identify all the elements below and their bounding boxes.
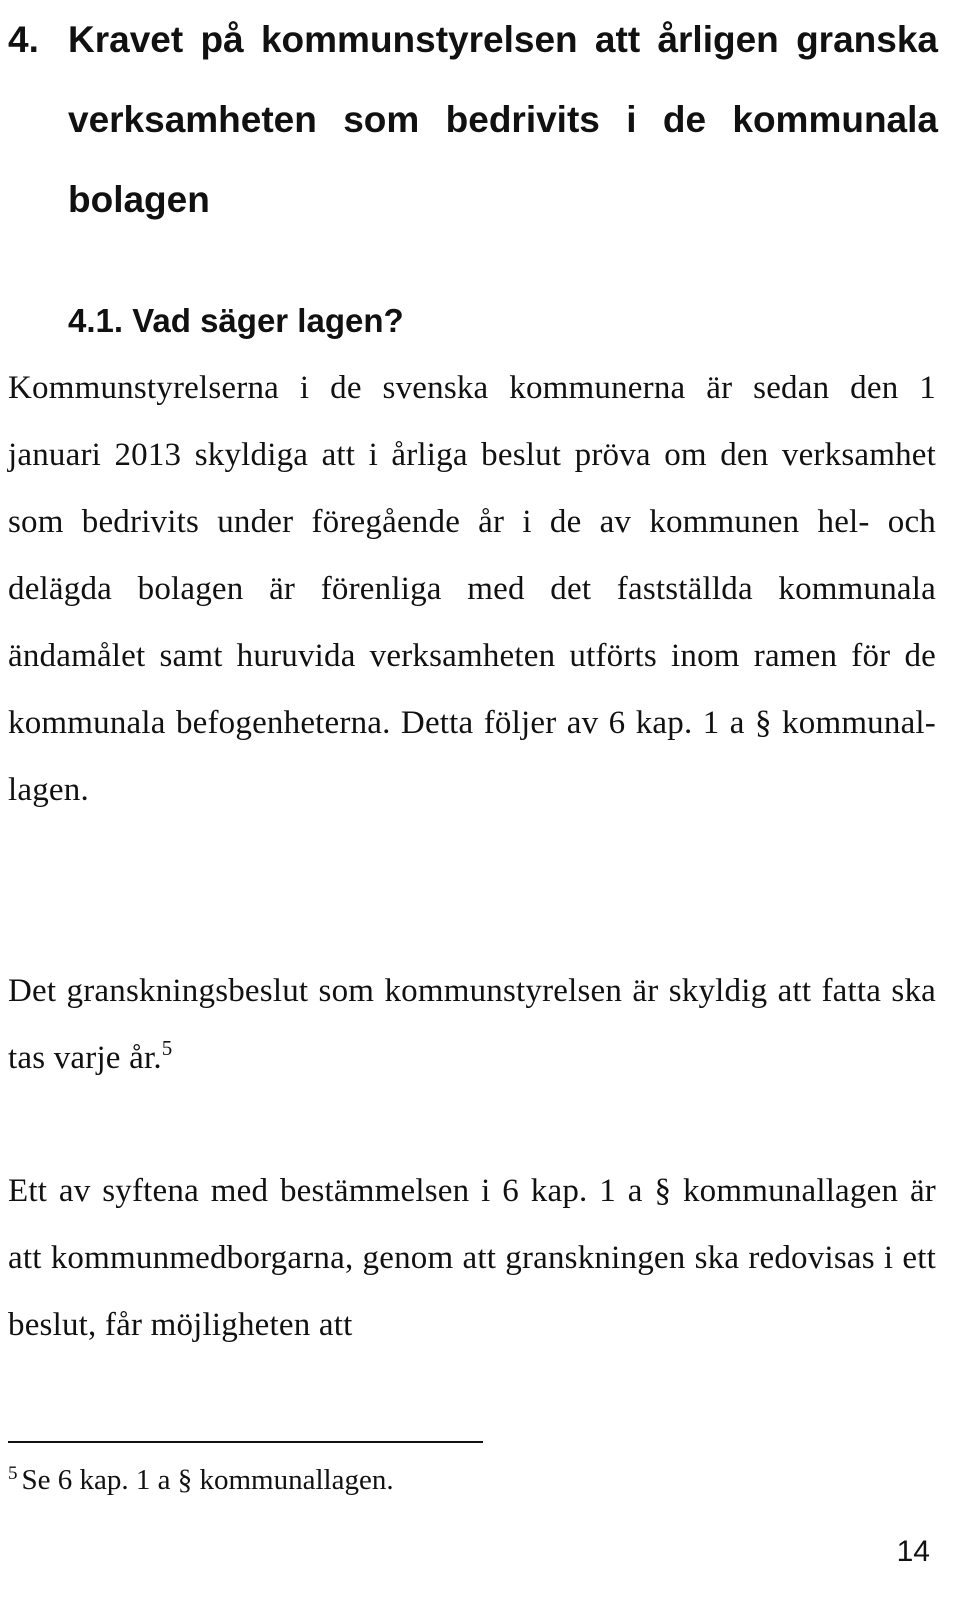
section-number: 4.: [8, 19, 39, 60]
footnote-number: 5: [8, 1463, 18, 1484]
subsection-heading: 4.1. Vad säger lagen?: [68, 302, 404, 339]
body-paragraph-2: [8, 958, 936, 1092]
page-number: 14: [896, 1535, 930, 1568]
footnote: [8, 1458, 394, 1502]
body-paragraph-3: Ett av syftena med bestämmelsen i 6 kap. 1 a § kommunallagen är att kommunmedborgarna, genom att granskningen ska redovisas i ett beslut, får möjligheten att: [8, 1173, 936, 1343]
section-title: Kravet på kommunstyrelsen att årligen granska verksamheten som bedrivits i de kommunala bolagen: [68, 19, 938, 220]
body-paragraph-1: Kommunstyrelserna i de svenska kommunerna är sedan den 1 januari 2013 skyldiga att i årliga beslut pröva om den verksamhet som bedrivits under föregående år i de av kommunen hel- och delägda bolagen är förenliga med det fastställda kommunala ändamålet samt huruvida verksamheten utförts inom ramen för de kommunala befogenheterna. Detta följer av 6 kap. 1 a § kommunal-lagen.: [8, 370, 936, 808]
footnote-text: Se 6 kap. 1 a § kommunallagen.: [21, 1464, 394, 1496]
footnote-reference[interactable]: 5: [161, 1036, 173, 1060]
section-heading: [8, 0, 938, 240]
body-paragraph-2-text: Det granskningsbeslut som kommunstyrelsen är skyldig att fatta ska tas varje år.: [8, 973, 936, 1076]
footnote-separator: [8, 1441, 483, 1443]
